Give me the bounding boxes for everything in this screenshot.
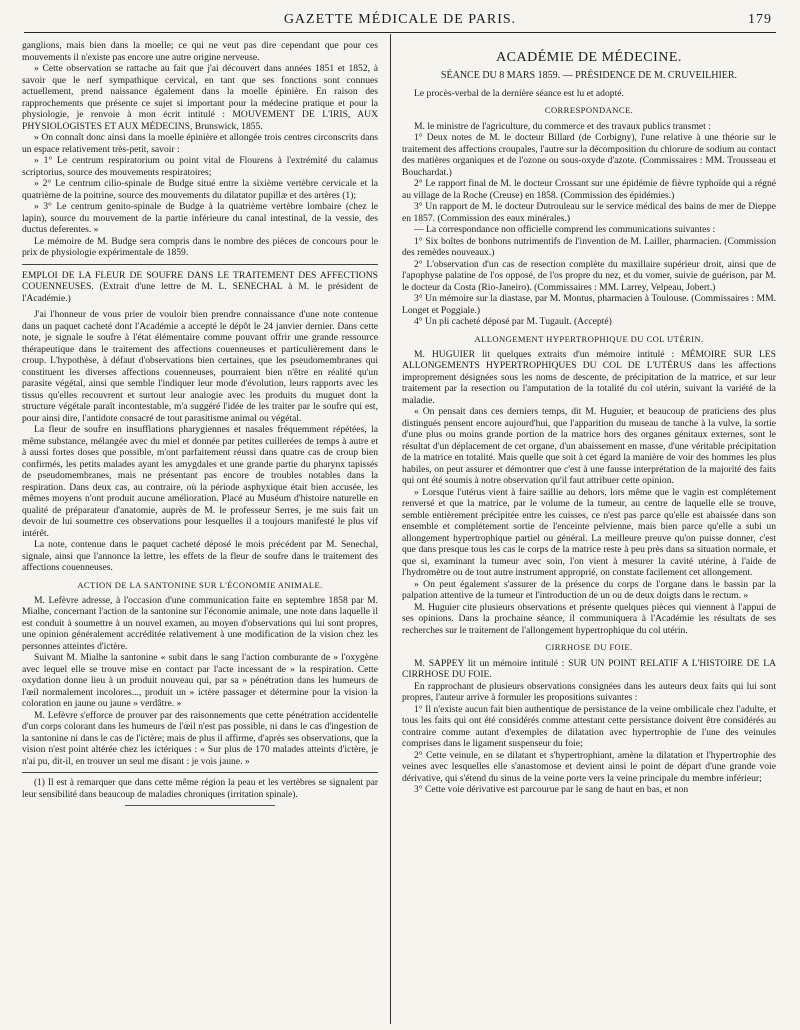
paragraph: 1° Deux notes de M. le docteur Billard (de Corbigny), l'une relative à une théorie sur le traitement des affections croupales, l'autre sur la décomposition du chlorure de sodium au contact des matières organiques et de l'ozone ou sous-oxyde d'azote. (Commissaires : MM. Trousseau et Bouchardat.) — [402, 132, 776, 178]
paragraph: — La correspondance non officielle comprend les communications suivantes : — [414, 224, 716, 236]
paragraph: » Cette observation se rattache au fait que j'ai découvert dans années 1851 et 1852, à savoir que le nerf sympathique cervical, en tant que ses fonctions sont connues actuellement, prend naissance également dans la moelle épinière. En raison des rapprochements que présente ce sujet si important pour la médecine pratique et pour la physiologie, je renvoie à mon écrit intitulé : MOUVEMENT DE L'IRIS, AUX PHYSIOLOGISTES ET AUX MÉDECINS, Brunswick, 1855. — [22, 63, 378, 132]
paragraph: 2° L'observation d'un cas de resection complète du maxillaire supérieur droit, ainsi que de l'apophyse palatine de l'os opposé, de l'os propre du nez, et du vomer, suivie de guérison, par M. le docteur da Costa (Rio-Janeiro). (Commissaires : MM. Larrey, Velpeau, Jobert.) — [402, 258, 776, 293]
footnote: (1) Il est à remarquer que dans cette même région la peau et les vertèbres se signalent par leur sensibilité dans beaucoup de maladies chroniques (irritation spinale). — [22, 778, 378, 800]
paragraph: » Lorsque l'utérus vient à faire saillie au dehors, lors même que le vagin est complétement renversé et que la matrice, par le volume de la tumeur, au centre de laquelle elle se trouve, semble entièrement précipitée entre les cuisses, ce n'est pas parce qu'elle est abaissée dans son ensemble et complétement sortie de l'enceinte pelvienne, mais bien parce qu'elle a subi un allongement hypertrophique partiel ou général. La meilleure preuve qu'on puisse donner, c'est que dans presque tous les cas le corps de la matrice reste à peu près dans sa situation normale, et que si, examinant la tumeur avec soin, l'on vient à mesurer la cavité utérine, à l'aide de l'hydromètre ou de tout autre instrument approprié, on constate facilement cet allongement. — [402, 486, 776, 579]
paragraph: » 1° Le centrum respiratorium ou point vital de Flourens à l'extrémité du calamus scriptorius, source des mouvements respiratoires; — [22, 155, 378, 178]
section-separator — [22, 264, 378, 265]
paragraph: La fleur de soufre en insufflations pharygiennes et nasales fréquemment répétées, la même substance, mélangée avec du miel et donnée par petites cuillerées de temps à autre et à aussi fortes doses que possible, m'ont parfaitement réussi dans quatre cas de croup bien confirmés, les petits malades ayant les amygdales et une grande partie du pharynx tapissés de pseudomembranes, mais ne présentant pas encore de troubles notables dans la respiration. Dans deux cas, au contraire, où la période asphyxique était bien accusée, les mêmes moyens n'ont produit aucune amélioration. Placé au Muséum d'histoire naturelle en qualité de préparateur d'anatomie, auprès de M. le professeur Serres, je me suis fait un devoir de lui soumettre ces observations pour lesquelles il a toujours manifesté le plus vif intérêt. — [22, 424, 378, 539]
seance-line — [402, 70, 776, 82]
article-title-santonine: ACTION DE LA SANTONINE SUR L'ÉCONOMIE ANIMALE. — [77, 579, 323, 590]
paragraph: ganglions, mais bien dans la moelle; ce qui ne veut pas dire cependant que pour ces mouvements il n'existe pas encore une autre origine nerveuse. — [22, 40, 378, 63]
paragraph: M. Lefèvre adresse, à l'occasion d'une communication faite en septembre 1858 par M. Mialhe, concernant l'action de la santonine sur l'économie animale, une note dans laquelle il est conduit à soumettre à un nouvel examen, au moyen d'observations qui lui sont propres, une opinion généralement accréditée relativement à une modification de la vision chez les personnes atteintes d'ictère. — [22, 594, 378, 652]
paragraph: Le mémoire de M. Budge sera compris dans le nombre des pièces de concours pour le prix de physiologie expérimentale de 1859. — [22, 235, 378, 258]
article-title-text: EMPLOI DE LA FLEUR DE SOUFRE DANS LE TRAITEMENT DES AFFECTIONS COUENNEUSES. — [22, 269, 378, 292]
seance-president: — PRÉSIDENCE DE M. CRUVEILHIER. — [562, 69, 738, 81]
paragraph: Suivant M. Mialhe la santonine « subit dans le sang l'action comburante de » l'oxygène avec lequel elle se trouve mise en contact par l'acte incessant de » la respiration. Cette oxydation donne lieu à un produit nouveau qui, par sa » pénétration dans les humeurs de l'œil normalement incolores..., produit un » ictère passager et détermine pour la vision la coloration en jaune ou jaune » verdâtre. » — [22, 652, 378, 710]
paragraph: M. HUGUIER lit quelques extraits d'un mémoire intitulé : MÉMOIRE SUR LES ALLONGEMENTS HYPERTROPHIQUES DU COL DE L'UTÉRUS dans les affections improprement désignées sous les noms de descente, de précipitation de la matrice, et sur leur traitement par la resection ou l'amputation de la totalité du col utérin, suivant la variété de la maladie. — [402, 348, 776, 406]
paragraph: M. le ministre de l'agriculture, du commerce et des travaux publics transmet : — [414, 120, 711, 132]
column-divider — [390, 34, 391, 1024]
paragraph: La note, contenue dans le paquet cacheté déposé le mois précédent par M. Senechal, signale, ainsi que l'annonce la lettre, les effets de la fleur de soufre dans le traitement des affections couenneuses. — [22, 539, 378, 573]
right-column — [402, 40, 776, 1024]
paragraph: 4° Un pli cacheté déposé par M. Tugault. (Accepté) — [414, 316, 612, 328]
paragraph: » On connaît donc ainsi dans la moelle épinière et allongée trois centres circonscrits dans un espace relativement très-petit, savoir : — [22, 132, 378, 155]
paragraph: 2° Cette veinule, en se dilatant et s'hypertrophiant, amène la dilatation et l'hypertrophie des veines avec lesquelles elle s'anastomose et devient ainsi le point de départ d'une grande voie dérivative, qui s'étend du sinus de la veine porte vers la veine principale du membre inférieur; — [402, 749, 776, 784]
paragraph: 3° Un mémoire sur la diastase, par M. Montus, pharmacien à Toulouse. (Commissaires : MM. Longet et Poggiale.) — [402, 293, 776, 316]
page-number: 179 — [748, 12, 772, 27]
footnote-separator — [22, 772, 378, 773]
paragraph: En rapprochant de plusieurs observations consignées dans les auteurs deux faits qui lui sont propres, l'auteur arrive à formuler les propositions suivantes : — [402, 680, 776, 704]
paragraph: 3° Un rapport de M. le docteur Dutrouleau sur le service médical des bains de mer de Dieppe en 1857. (Commission des eaux minérales.) — [402, 201, 776, 224]
paragraph: 3° Cette voie dérivative est parcourue par le sang de haut en bas, et non — [414, 784, 689, 796]
paragraph: 2° Le rapport final de M. le docteur Crossant sur une épidémie de fièvre typhoïde qui a régné au village de la Roche (Creuse) en 1858. (Commission des épidémies.) — [402, 178, 776, 201]
paragraph: M. SAPPEY lit un mémoire intitulé : SUR UN POINT RELATIF A L'HISTOIRE DE LA CIRRHOSE DU FOIE. — [402, 657, 776, 681]
page-header — [24, 10, 776, 33]
paragraph: M. Lefèvre s'efforce de prouver par des raisonnements que cette pénétration accidentelle d'un corps colorant dans les humeurs de l'œil n'est pas possible, ni dans le cas d'ingestion de la santonine ni dans le cas de l'ictère; mais de plus il affirme, d'après ses observations, que la vision n'est point altérée chez les ictériques : « Sur plus de 170 malades atteints d'ictère, je n'ai pu, dit-il, en trouver un seul me disant : je vois jaune. » — [22, 709, 378, 767]
paragraph: J'ai l'honneur de vous prier de vouloir bien prendre connaissance d'une note contenue dans un paquet cacheté dont l'Académie a accepté le dépôt le 24 janvier dernier. Dans cette note, je signale le soufre à l'état élémentaire comme pouvant offrir une grande ressource thérapeutique dans le traitement des affections couenneuses et particulièrement dans le croup. L'hypothèse, à défaut d'observations bien certaines, que les pseudomembranes qui constituent les diverses affections couenneuses, pourraient bien n'être en réalité qu'un parasite végétal, ainsi que semble l'indiquer leur mode d'évolution, leurs rapports avec les tissus qu'elles recouvrent et surtout leur analogie avec les produits du muguet dont la structure végétale paraît incontestable, m'a suggéré l'idée de les traiter par le soufre qui est, pour ainsi dire, l'antidote consacré de tout parasitisme animal ou végétal. — [22, 309, 378, 424]
paragraph: » 3° Le centrum genito-spinale de Budge à la quatrième vertèbre lombaire (chez le lapin), source du mouvement de la partie inférieure du canal intestinal, de la vessie, des ductus deferentes. » — [22, 201, 378, 235]
section-title-cirrhose: CIRRHOSE DU FOIE. — [545, 642, 633, 653]
academie-title: ACADÉMIE DE MÉDECINE. — [496, 50, 682, 65]
paragraph: M. Huguier cite plusieurs observations et présente quelques pièces qui viennent à l'appui de ses opinions. Dans la prochaine séance, il communiquera à l'Académie les résultats de ses recherches sur le traitement de l'allongement hypertrophique du col utérin. — [402, 601, 776, 636]
paragraph: Le procès-verbal de la dernière séance est lu et adopté. — [414, 87, 624, 99]
journal-title: GAZETTE MÉDICALE DE PARIS. — [283, 12, 517, 27]
article-title-soufre — [22, 270, 378, 305]
paragraph: » On peut également s'assurer de la présence du corps de l'organe dans le bassin par la palpation attentive de la tumeur et l'introduction de un ou de deux doigts dans le rectum. » — [402, 578, 776, 602]
section-title-correspondance: CORRESPONDANCE. — [544, 105, 634, 116]
left-column — [22, 40, 378, 1024]
footnote-end-rule — [125, 805, 275, 806]
paragraph: » 2° Le centrum cilio-spinale de Budge situé entre la sixième vertèbre cervicale et la quatrième de la poitrine, source des mouvements du dilatator pupillæ et des artères (1); — [22, 178, 378, 201]
section-title-allongement: ALLONGEMENT HYPERTROPHIQUE DU COL UTÉRIN. — [474, 333, 704, 344]
paragraph: « On pensait dans ces derniers temps, dit M. Huguier, et beaucoup de praticiens des plus distingués pensent encore aujourd'hui, que l'apparition du museau de tanche à la vulve, la sortie d'une plus ou moins grande portion de la matrice hors des organes génitaux externes, sont le résultat d'un déplacement de cet organe, d'un abaissement en masse, d'une véritable précipitation de la matrice en totalité. Mais quelle que soit à cet égard la manière de voir des hommes les plus habiles, on peut assurer et démontrer que c'est à une fausse interprétation de la majorité des faits qui ont été soumis à notre observation qu'il faut attribuer cette opinion. — [402, 406, 776, 487]
paragraph: 1° Six boîtes de bonbons nutrimentifs de l'invention de M. Lailler, pharmacien. (Commission des remèdes nouveaux.) — [402, 235, 776, 259]
seance-date: SÉANCE DU 8 MARS 1859. — [440, 69, 561, 81]
paragraph: 1° Il n'existe aucun fait bien authentique de persistance de la veine ombilicale chez l'adulte, et tous les faits qui ont été considérés comme attestant cette persistance doivent être considérés au contraire comme autant d'exemples de dilatation avec hypertrophie de l'une des veinules comprises dans le ligament suspenseur du foie; — [402, 703, 776, 750]
article-subtitle: (Extrait d'une lettre de M. L. SENECHAL à M. le président de l'Académie.) — [22, 281, 378, 304]
